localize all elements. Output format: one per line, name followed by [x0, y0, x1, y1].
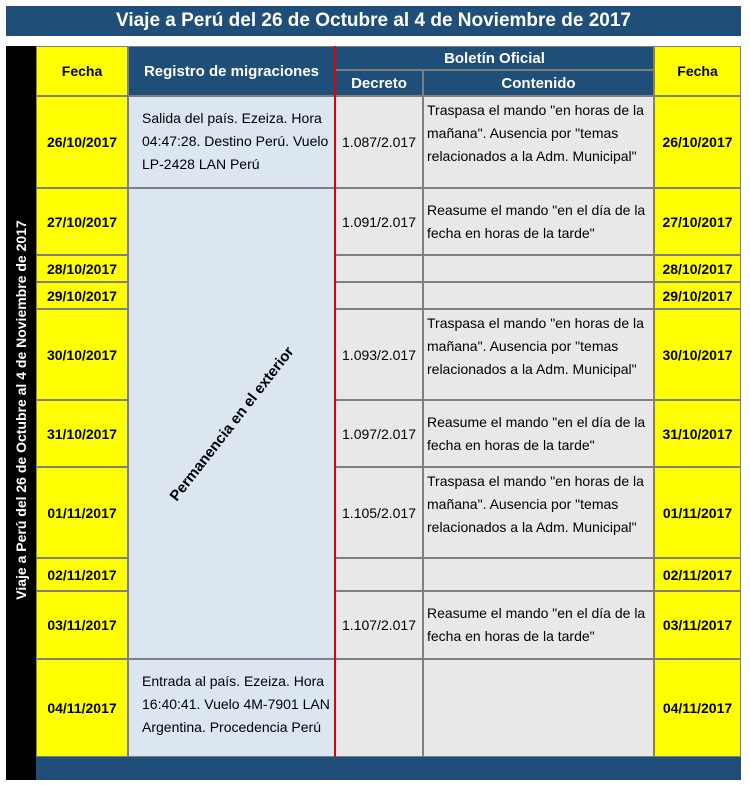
side-label: Viaje a Perú del 26 de Octubre al 4 de Noviembre de 2017	[13, 220, 29, 600]
row-contenido: Traspasa el mando "en horas de la mañana". Ausencia por "temas relacionados a la Adm. Municipal"	[423, 467, 654, 558]
row-contenido: Reasume el mando "en el día de la fecha en horas de la tarde"	[423, 188, 654, 255]
row-decreto: 1.087/2.017	[335, 96, 423, 188]
header-fecha-right: Fecha	[654, 46, 741, 96]
migracion-salida: Salida del país. Ezeiza. Hora 04:47:28. Destino Perú. Vuelo LP-2428 LAN Perú	[128, 96, 335, 188]
bottom-bar	[36, 757, 741, 780]
header-boletin: Boletín Oficial	[335, 46, 654, 70]
row-decreto: 1.105/2.017	[335, 467, 423, 558]
row-fecha-right: 29/10/2017	[654, 282, 741, 309]
row-fecha-right: 01/11/2017	[654, 467, 741, 558]
row-contenido: Traspasa el mando "en horas de la mañana". Ausencia por "temas relacionados a la Adm. Municipal"	[423, 96, 654, 188]
row-decreto: 1.091/2.017	[335, 188, 423, 255]
header-contenido: Contenido	[423, 70, 654, 96]
migracion-entrada: Entrada al país. Ezeiza. Hora 16:40:41. Vuelo 4M-7901 LAN Argentina. Procedencia Perú	[128, 659, 335, 757]
row-decreto	[335, 659, 423, 757]
row-fecha-right: 31/10/2017	[654, 400, 741, 467]
header-fecha-left: Fecha	[36, 46, 128, 96]
row-decreto	[335, 558, 423, 591]
row-contenido	[423, 255, 654, 282]
header-registro: Registro de migraciones	[128, 46, 335, 96]
row-decreto	[335, 282, 423, 309]
row-fecha-left: 01/11/2017	[36, 467, 128, 558]
row-contenido: Traspasa el mando "en horas de la mañana". Ausencia por "temas relacionados a la Adm. Municipal"	[423, 309, 654, 400]
row-fecha-left: 31/10/2017	[36, 400, 128, 467]
row-fecha-left: 27/10/2017	[36, 188, 128, 255]
row-fecha-left: 02/11/2017	[36, 558, 128, 591]
row-contenido	[423, 282, 654, 309]
row-fecha-right: 27/10/2017	[654, 188, 741, 255]
row-decreto	[335, 255, 423, 282]
header-decreto: Decreto	[335, 70, 423, 96]
row-fecha-right: 03/11/2017	[654, 591, 741, 659]
row-fecha-left: 03/11/2017	[36, 591, 128, 659]
row-fecha-left: 26/10/2017	[36, 96, 128, 188]
row-fecha-right: 02/11/2017	[654, 558, 741, 591]
row-fecha-left: 28/10/2017	[36, 255, 128, 282]
row-fecha-left: 30/10/2017	[36, 309, 128, 400]
row-fecha-right: 30/10/2017	[654, 309, 741, 400]
row-fecha-right: 28/10/2017	[654, 255, 741, 282]
row-contenido	[423, 558, 654, 591]
row-decreto: 1.093/2.017	[335, 309, 423, 400]
row-fecha-right: 26/10/2017	[654, 96, 741, 188]
red-divider-line	[334, 46, 336, 757]
row-decreto: 1.097/2.017	[335, 400, 423, 467]
migracion-permanencia: Permanencia en el exterior	[166, 343, 298, 505]
row-fecha-left: 29/10/2017	[36, 282, 128, 309]
row-contenido: Reasume el mando "en el día de la fecha en horas de la tarde"	[423, 591, 654, 659]
row-fecha-left: 04/11/2017	[36, 659, 128, 757]
row-decreto: 1.107/2.017	[335, 591, 423, 659]
page-title: Viaje a Perú del 26 de Octubre al 4 de Noviembre de 2017	[6, 6, 741, 36]
row-fecha-right: 04/11/2017	[654, 659, 741, 757]
row-contenido	[423, 659, 654, 757]
row-contenido: Reasume el mando "en el día de la fecha en horas de la tarde"	[423, 400, 654, 467]
